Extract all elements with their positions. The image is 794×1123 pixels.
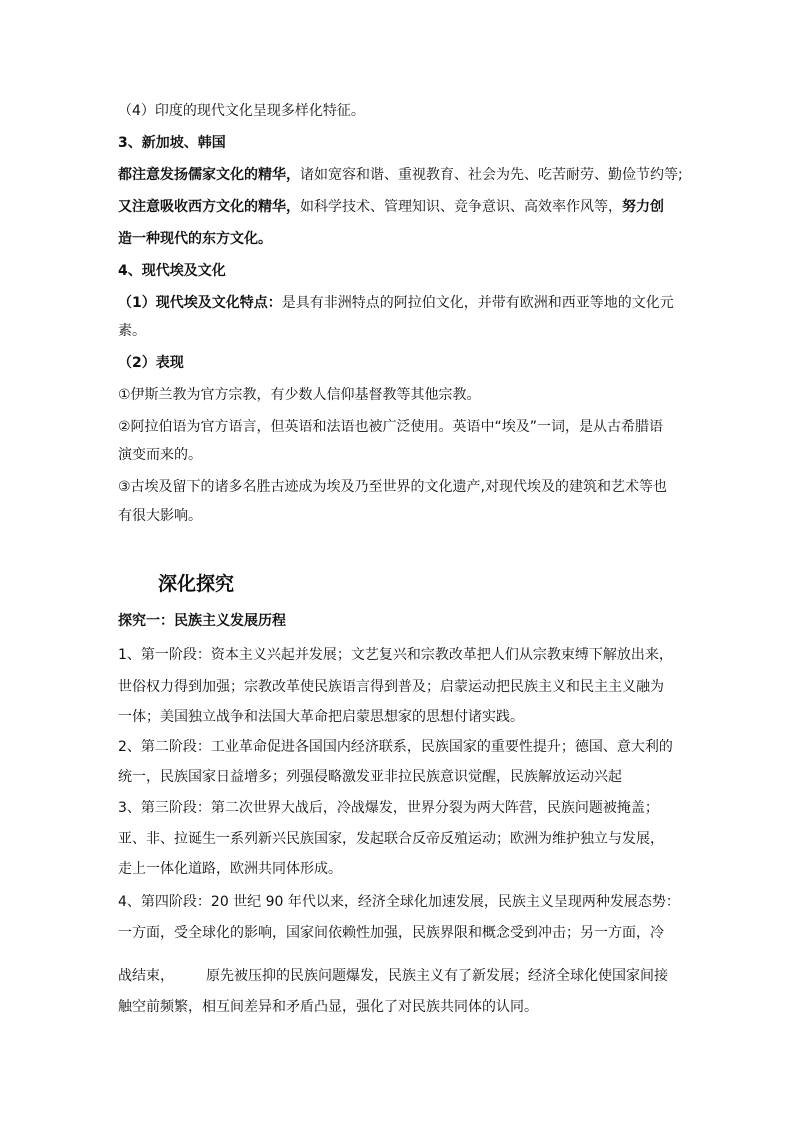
explore-title: 探究一：民族主义发展历程 <box>118 613 286 629</box>
stage-4-line-4: 触空前频繁，相互间差异和矛盾凸显，强化了对民族共同体的认同。 <box>118 999 538 1015</box>
stage-2-line-1: 2、第二阶段：工业革命促进各国国内经济联系，民族国家的重要性提升；德国、意大利的 <box>118 739 673 755</box>
list-item-heritage-line-1: ③古埃及留下的诸多名胜古迹成为埃及乃至世界的文化遗产,对现代埃及的建筑和艺术等也 <box>118 479 667 495</box>
bold-text: 努力创 <box>622 199 664 215</box>
list-item-heritage-line-2: 有很大影响。 <box>118 508 202 524</box>
heading-modern-egypt: 4、现代埃及文化 <box>118 263 226 279</box>
stage-4-line-1: 4、第四阶段：20 世纪 90 年代以来，经济全球化加速发展，民族主义呈现两种发展态势： <box>118 894 680 910</box>
stage-4-line-3 <box>118 966 668 986</box>
stage-3-line-1: 3、第三阶段：第二次世界大战后，冷战爆发，世界分裂为两大阵营，民族问题被掩盖； <box>118 800 659 816</box>
heading-singapore-korea: 3、新加坡、韩国 <box>118 135 226 151</box>
list-item-language-line-2: 演变而来的。 <box>118 447 202 463</box>
body-text: 如科学技术、管理知识、竞争意识、高效率作风等， <box>300 199 622 215</box>
body-text: 原先被压抑的民族问题爆发，民族主义有了新发展；经济全球化使国家间接 <box>206 968 668 984</box>
stage-1-line-1: 1、第一阶段：资本主义兴起并发展；文艺复兴和宗教改革把人们从宗教束缚下解放出来， <box>118 647 673 663</box>
paragraph-egypt-features-line-2: 素。 <box>118 323 146 339</box>
section-title: 深化探究 <box>158 573 235 595</box>
paragraph-singapore-line-1 <box>118 165 683 185</box>
paragraph-india-4: （4）印度的现代文化呈现多样化特征。 <box>118 103 365 119</box>
body-text: 是具有非洲特点的阿拉伯文化，并带有欧洲和西亚等地的文化元 <box>281 295 674 311</box>
bold-text: 又注意吸收西方文化的精华， <box>118 199 300 215</box>
paragraph-singapore-line-3: 造一种现代的东方文化。 <box>118 231 272 247</box>
body-text: 诸如宽容和谐、重视教育、社会为先、吃苦耐劳、勤俭节约等; <box>300 167 683 183</box>
paragraph-egypt-features-line-1 <box>118 293 674 313</box>
body-text: 战结束， <box>118 968 174 984</box>
stage-3-line-2: 亚、非、拉诞生一系列新兴民族国家，发起联合反帝反殖运动；欧洲为维护独立与发展， <box>118 831 664 847</box>
stage-1-line-3: 一体；美国独立战争和法国大革命把启蒙思想家的思想付诸实践。 <box>118 709 524 725</box>
stage-1-line-2: 世俗权力得到加强；宗教改革使民族语言得到普及；启蒙运动把民族主义和民主主义融为 <box>118 679 664 695</box>
stage-4-line-2: 一方面，受全球化的影响，国家间依赖性加强，民族界限和概念受到冲击；另一方面，冷 <box>118 925 664 941</box>
stage-2-line-2: 统一，民族国家日益增多；列强侵略激发亚非拉民族意识觉醒，民族解放运动兴起 <box>118 769 622 785</box>
stage-3-line-3: 走上一体化道路，欧洲共同体形成。 <box>118 861 342 877</box>
bold-text: 都注意发扬儒家文化的精华， <box>118 167 300 183</box>
bold-text: （1）现代埃及文化特点： <box>118 295 282 311</box>
list-item-language-line-1: ②阿拉伯语为官方语言，但英语和法语也被广泛使用。英语中“埃及”一词，是从古希腊语 <box>118 419 664 435</box>
paragraph-singapore-line-2 <box>118 197 664 217</box>
subheading-manifestations: （2）表现 <box>118 355 184 371</box>
list-item-religion: ①伊斯兰教为官方宗教，有少数人信仰基督教等其他宗教。 <box>118 387 481 403</box>
